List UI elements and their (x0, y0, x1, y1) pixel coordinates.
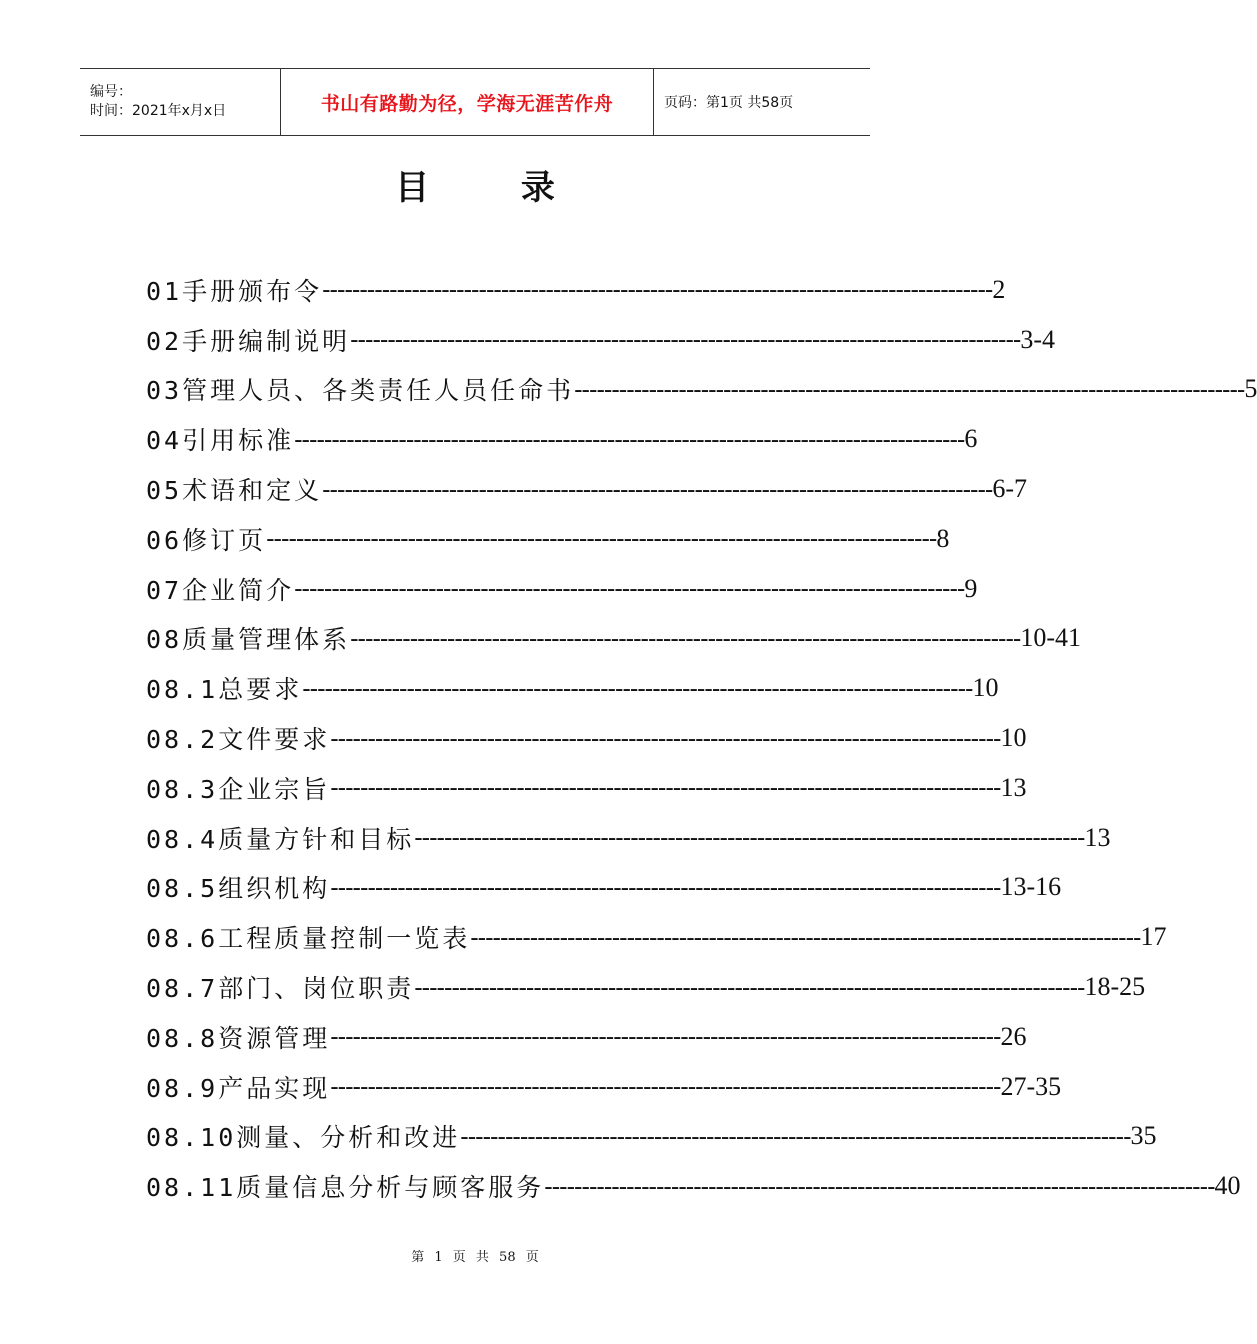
table-of-contents (146, 265, 1257, 1211)
toc-entry[interactable] (146, 414, 978, 464)
toc-dash-leader: ------------------------------------------------------------------------------------------ (350, 623, 1021, 653)
toc-dash-leader: ------------------------------------------------------------------------------------------ (574, 374, 1245, 404)
toc-entry-label: 08.1总要求 (146, 675, 303, 705)
toc-entry-page: 10 (972, 673, 999, 703)
toc-entry[interactable] (146, 912, 1167, 962)
toc-entry-page: 35 (1130, 1121, 1157, 1151)
toc-dash-leader: ------------------------------------------------------------------------------------------ (322, 275, 993, 305)
toc-entry-label: 08.7部门、岗位职责 (146, 974, 415, 1004)
toc-entry-label: 08.2文件要求 (146, 725, 331, 755)
toc-entry[interactable] (146, 614, 1082, 664)
document-number-label: 编号： (90, 84, 132, 100)
toc-entry[interactable] (146, 514, 950, 564)
toc-entry-page: 26 (1000, 1021, 1027, 1051)
toc-entry-label: 08.8资源管理 (146, 1023, 331, 1053)
toc-entry[interactable] (146, 1161, 1241, 1211)
toc-entry[interactable] (146, 265, 1006, 315)
toc-entry-page: 40 (1214, 1171, 1241, 1201)
header-motto-cell (281, 69, 654, 135)
toc-entry-page: 17 (1140, 922, 1167, 952)
header-meta (80, 69, 281, 135)
toc-dash-leader: ------------------------------------------------------------------------------------------ (294, 574, 965, 604)
toc-entry-page: 6 (964, 424, 978, 454)
toc-entry[interactable] (146, 813, 1111, 863)
toc-entry[interactable] (146, 1062, 1062, 1112)
toc-entry-label: 08质量管理体系 (146, 625, 351, 655)
toc-entry[interactable] (146, 962, 1146, 1012)
toc-dash-leader: ------------------------------------------------------------------------------------------ (330, 1022, 1001, 1052)
header-page-info-cell (654, 69, 870, 135)
toc-entry-page: 8 (936, 523, 950, 553)
toc-dash-leader: ------------------------------------------------------------------------------------------ (302, 673, 973, 703)
toc-entry-page: 6-7 (992, 474, 1028, 504)
toc-dash-leader: ------------------------------------------------------------------------------------------ (266, 524, 937, 554)
toc-entry-page: 27-35 (1000, 1071, 1062, 1101)
toc-entry-page: 13-16 (1000, 872, 1062, 902)
toc-entry[interactable] (146, 1012, 1027, 1062)
toc-entry-label: 04引用标准 (146, 426, 295, 456)
page-title: 目 录 (395, 168, 595, 208)
toc-entry[interactable] (146, 663, 999, 713)
toc-dash-leader: ------------------------------------------------------------------------------------------ (322, 474, 993, 504)
toc-entry[interactable] (146, 1112, 1157, 1162)
toc-dash-leader: ------------------------------------------------------------------------------------------ (414, 972, 1085, 1002)
header-motto: 书山有路勤为径，学海无涯苦作舟 (320, 92, 614, 115)
toc-entry-label: 01手册颁布令 (146, 276, 323, 306)
toc-entry[interactable] (146, 863, 1062, 913)
toc-entry-page: 10-41 (1020, 623, 1082, 653)
toc-dash-leader: ------------------------------------------------------------------------------------------ (460, 1121, 1131, 1151)
document-header (80, 68, 870, 136)
toc-entry[interactable] (146, 464, 1028, 514)
toc-entry-page: 5 (1244, 374, 1257, 404)
toc-dash-leader: ------------------------------------------------------------------------------------------ (294, 424, 965, 454)
toc-dash-leader: ------------------------------------------------------------------------------------------ (350, 325, 1021, 355)
toc-entry-label: 03管理人员、各类责任人员任命书 (146, 376, 575, 406)
toc-entry[interactable] (146, 564, 978, 614)
toc-dash-leader: ------------------------------------------------------------------------------------------ (414, 823, 1085, 853)
toc-entry-label: 08.11质量信息分析与顾客服务 (146, 1173, 545, 1203)
toc-entry[interactable] (146, 315, 1056, 365)
toc-entry-page: 3-4 (1020, 324, 1056, 354)
toc-entry[interactable] (146, 713, 1027, 763)
toc-dash-leader: ------------------------------------------------------------------------------------------ (330, 773, 1001, 803)
toc-entry[interactable] (146, 763, 1027, 813)
toc-entry-label: 08.4质量方针和目标 (146, 824, 415, 854)
toc-entry-label: 08.3企业宗旨 (146, 774, 331, 804)
toc-entry-page: 13 (1084, 822, 1111, 852)
toc-dash-leader: ------------------------------------------------------------------------------------------ (330, 872, 1001, 902)
toc-entry-label: 05术语和定义 (146, 476, 323, 506)
toc-dash-leader: ------------------------------------------------------------------------------------------ (470, 922, 1141, 952)
toc-entry-label: 08.6工程质量控制一览表 (146, 924, 471, 954)
header-page-info: 页码：第1页 共58页 (664, 95, 794, 111)
toc-dash-leader: ------------------------------------------------------------------------------------------ (330, 723, 1001, 753)
toc-entry-page: 9 (964, 573, 978, 603)
toc-entry-label: 06修订页 (146, 525, 267, 555)
toc-dash-leader: ------------------------------------------------------------------------------------------ (544, 1171, 1215, 1201)
document-time-label: 时间：2021年x月x日 (90, 103, 227, 119)
toc-entry-label: 07企业简介 (146, 575, 295, 605)
toc-entry-label: 02手册编制说明 (146, 326, 351, 356)
toc-entry-page: 2 (992, 274, 1006, 304)
toc-entry-page: 10 (1000, 723, 1027, 753)
page-footer: 第 1 页 共 58 页 (411, 1250, 539, 1265)
toc-entry-page: 13 (1000, 772, 1027, 802)
toc-entry[interactable] (146, 365, 1257, 415)
toc-entry-page: 18-25 (1084, 972, 1146, 1002)
toc-entry-label: 08.9产品实现 (146, 1073, 331, 1103)
toc-entry-label: 08.5组织机构 (146, 874, 331, 904)
toc-entry-label: 08.10测量、分析和改进 (146, 1123, 461, 1153)
toc-dash-leader: ------------------------------------------------------------------------------------------ (330, 1072, 1001, 1102)
